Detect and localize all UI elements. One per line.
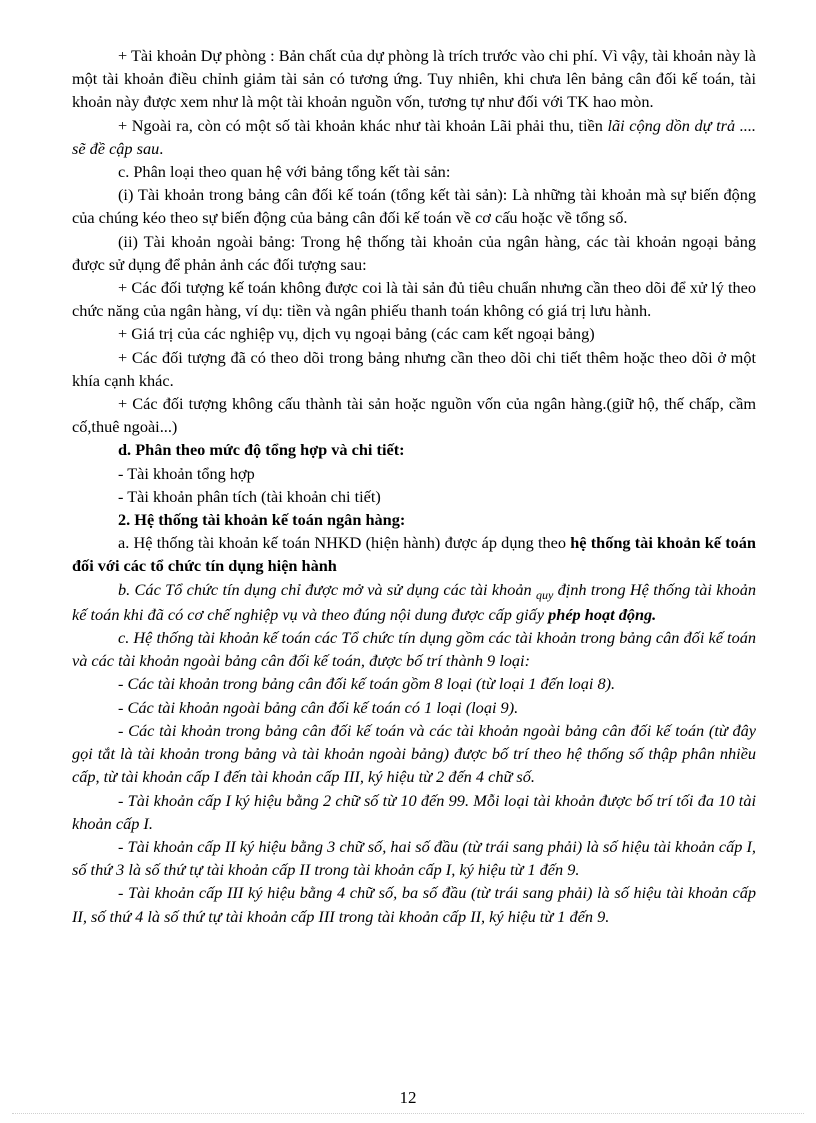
text-run: . (159, 138, 164, 158)
text-run-italic: lãi cộng dồn dự trả .... sẽ đề cập sau (72, 115, 757, 158)
document-page (72, 44, 756, 928)
paragraph-bullet-4: + Các đối tượng không cấu thành tài sản hoặc nguồn vốn của ngân hàng.(giữ hộ, thế chấp, cầm cố,thuê ngoài...) (72, 394, 756, 437)
list-item-detail-account: - Tài khoản phân tích (tài khoản chi tiết) (118, 486, 381, 506)
list-item-on-balance-types: - Các tài khoản trong bảng cân đối kế toán gồm 8 loại (từ loại 1 đến loại 8). (118, 674, 616, 694)
paragraph-b (72, 578, 756, 626)
text-run: b. C (118, 579, 146, 599)
text-run: + Ngoài ra, còn có một số tài khoản khác như tài khoản Lãi phải thu, tiền (118, 115, 608, 135)
list-item-off-balance-types: - Các tài khoản ngoài bảng cân đối kế toán có 1 loại (loại 9). (118, 697, 519, 717)
section-heading-2: 2. Hệ thống tài khoản kế toán ngân hàng: (118, 510, 406, 530)
text-run: a. Hệ thống tài khoản kế toán NHKD (hiện hành) được áp dụng theo (118, 533, 571, 553)
paragraph-numbering-system: - Các tài khoản trong bảng cân đối kế toán và các tài khoản ngoài bảng cân đối kế toán (từ đây gọi tắt là tài khoản trong bảng và tài khoản ngoài bảng) được bố trí theo hệ thống số thập phân nhiều cấp, từ tài khoản cấp I đến tài khoản cấp III, ký hiệu từ 2 đến 4 chữ số. (72, 720, 756, 787)
page-number: 12 (399, 1088, 417, 1107)
paragraph-on-balance-sheet: (i) Tài khoản trong bảng cân đối kế toán (tổng kết tài sản): Là những tài khoản mà sự biến động của chúng kéo theo sự biến động của bảng cân đối kế toán về cơ cấu hoặc về tổng số. (72, 185, 756, 228)
text-run: định trong Hệ thống tài khoản kế toán khi đã có cơ chế nghiệp vụ và theo đúng nội dung được cấp giấy (72, 579, 756, 624)
paragraph-c: c. Hệ thống tài khoản kế toán các Tổ chức tín dụng gồm các tài khoản trong bảng cân đối kế toán và các tài khoản ngoài bảng cân đối kế toán, được bố trí thành 9 loại: (72, 628, 756, 671)
paragraph-level-3: - Tài khoản cấp III ký hiệu bằng 4 chữ số, ba số đầu (từ trái sang phải) là số hiệu tài khoản cấp II, số thứ 4 là số thứ tự tài khoản cấp III trong tài khoản cấp II, ký hiệu từ 1 đến 9. (72, 883, 756, 926)
paragraph-level-2: - Tài khoản cấp II ký hiệu bằng 3 chữ số, hai số đầu (từ trái sang phải) là số hiệu tài khoản cấp I, số thứ 3 là số thứ tự tài khoản cấp II trong tài khoản cấp I, ký hiệu từ 1 đến 9. (72, 836, 756, 880)
footer-divider (12, 1113, 804, 1114)
text-run-subscript: quy (535, 587, 554, 602)
paragraph-bullet-2: + Giá trị của các nghiệp vụ, dịch vụ ngoại bảng (các cam kết ngoại bảng) (118, 324, 595, 344)
paragraph-level-1: - Tài khoản cấp I ký hiệu bằng 2 chữ số từ 10 đến 99. Mỗi loại tài khoản được bố trí tối đa 10 tài khoản cấp I. (72, 790, 756, 833)
paragraph-off-balance-sheet: (ii) Tài khoản ngoài bảng: Trong hệ thống tài khoản của ngân hàng, các tài khoản ngoại bảng được sử dụng để phản ảnh các đối tượng sau: (72, 231, 756, 274)
paragraph-classification-heading: c. Phân loại theo quan hệ với bảng tổng kết tài sản: (118, 162, 451, 182)
paragraph-a (72, 531, 756, 577)
paragraph-bullet-1: + Các đối tượng kế toán không được coi là tài sản đủ tiêu chuẩn nhưng cần theo dõi để xử lý theo chức năng của ngân hàng, ví dụ: tiền và ngân phiếu thanh toán không có giá trị lưu hành. (72, 278, 756, 321)
text-run: ác Tổ chức tín dụng chỉ được mở và sử dụng các tài khoản (145, 579, 536, 599)
text-run-bold: phép hoạt động. (548, 604, 657, 624)
paragraph-other-accounts (72, 114, 756, 160)
paragraph-provision-account: + Tài khoản Dự phòng : Bản chất của dự phòng là trích trước vào chi phí. Vì vậy, tài khoản này là một tài khoản điều chỉnh giảm tài sản có tương ứng. Tuy nhiên, khi chưa lên bảng cân đối kế toán, tài khoản này được xem như là một tài khoản nguồn vốn, tương tự như đối với TK hao mòn. (72, 46, 756, 112)
list-item-summary-account: - Tài khoản tổng hợp (118, 463, 255, 483)
text-run-bold: hệ thống tài khoản kế toán đối với các tổ chức tín dụng hiện hành (72, 533, 756, 576)
paragraph-bullet-3: + Các đối tượng đã có theo dõi trong bảng nhưng cần theo dõi chi tiết thêm hoặc theo dõi ở một khía cạnh khác. (72, 347, 756, 390)
heading-d: d. Phân theo mức độ tổng hợp và chi tiết: (118, 440, 405, 460)
